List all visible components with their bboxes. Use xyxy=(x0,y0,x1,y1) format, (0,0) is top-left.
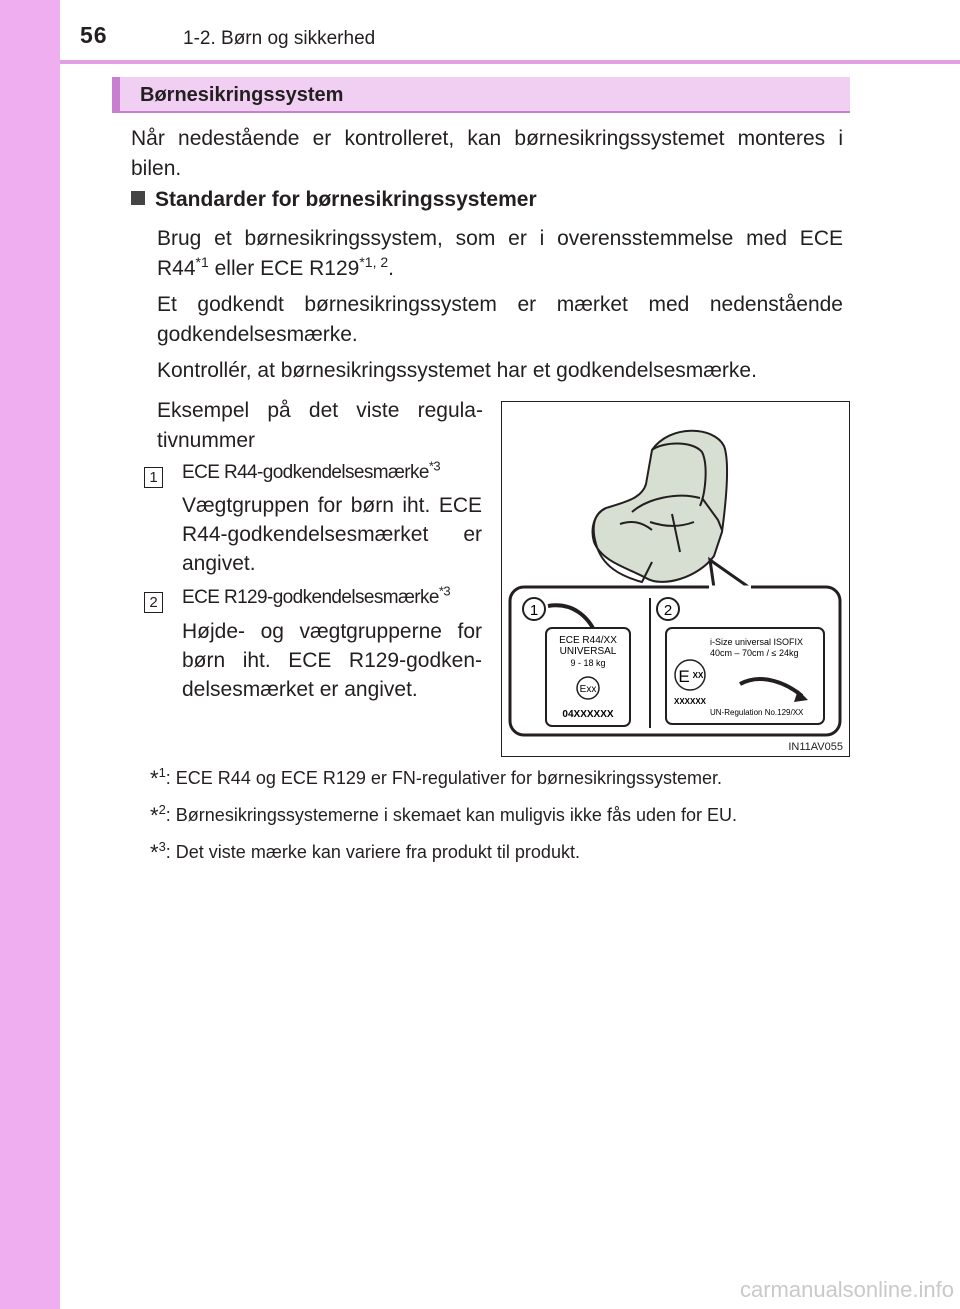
footnote xyxy=(150,840,580,866)
r44-mark: Exx xyxy=(579,684,597,695)
header-rule xyxy=(60,60,960,64)
item-description: Vægtgruppen for børn iht. ECE R44-godkendelsesmærket er angivet. xyxy=(182,494,482,575)
standards-paragraph xyxy=(157,224,843,284)
child-seat-illustration xyxy=(501,401,850,757)
intro-paragraph: Når nedestående er kontrolleret, kan børnesikringssystemet monteres i bilen. xyxy=(131,127,843,180)
footnote-text: : ECE R44 og ECE R129 er FN-regulativer for børnesikringssystemer. xyxy=(165,768,722,788)
standards-text-b: eller ECE R129 xyxy=(208,257,360,280)
asterisk: * xyxy=(150,803,159,828)
standards-text-c: . xyxy=(388,257,394,280)
subsection-heading xyxy=(131,188,537,212)
item-number-badge: 1 xyxy=(144,467,163,488)
asterisk: * xyxy=(150,840,159,865)
footnote-ref-1: *1 xyxy=(195,254,209,270)
callout-2-number: 2 xyxy=(663,602,673,619)
child-seat-figure-svg xyxy=(502,402,849,756)
page-margin-band xyxy=(0,0,60,1309)
asterisk: * xyxy=(150,766,159,791)
footnote-ref-3: *3 xyxy=(428,458,440,474)
child-seat-icon xyxy=(593,431,728,582)
figure-code: IN11AV055 xyxy=(788,741,843,753)
footnote xyxy=(150,766,722,792)
r129-regulation: UN-Regulation No.129/XX xyxy=(710,708,804,717)
r44-line1: ECE R44/XX xyxy=(559,635,617,646)
example-paragraph: Eksempel på det viste regulativnummer xyxy=(157,399,483,452)
r129-mark-xx: XX xyxy=(692,671,704,680)
standards-text-a: Brug et børnesikringssystem, som er i overensstemmelse med ECE R44 xyxy=(157,227,843,280)
footnote-ref-1-2: *1, 2 xyxy=(359,254,389,270)
r44-number: 04XXXXXX xyxy=(562,709,614,720)
watermark: carmanualsonline.info xyxy=(739,1277,954,1302)
callout-1-number: 1 xyxy=(529,602,539,619)
page-number: 56 xyxy=(80,22,108,48)
footnote-number: 2 xyxy=(158,802,166,817)
r129-line1: i-Size universal ISOFIX xyxy=(710,637,804,647)
item-description: Højde- og vægtgrupperne for børn iht. ECE R129-godkendelsesmærket er angivet. xyxy=(182,620,482,701)
item-title-text: ECE R44-godkendelsesmærke xyxy=(182,462,429,483)
footnote-text: : Det viste mærke kan variere fra produkt til produkt. xyxy=(165,842,580,862)
r129-mark-e: E xyxy=(678,667,690,686)
r44-line2: UNIVERSAL xyxy=(559,646,617,657)
approval-paragraph: Et godkendt børnesikringssystem er mærket med nedenstående godkendelsesmærke. xyxy=(157,293,843,346)
footnote-ref-3: *3 xyxy=(438,583,450,599)
square-bullet-icon xyxy=(131,191,145,205)
footnote-number: 1 xyxy=(158,765,166,780)
item-title-text: ECE R129-godkendelsesmærke xyxy=(182,587,439,608)
r129-number: XXXXXX xyxy=(674,697,707,706)
subsection-title: Standarder for børnesikringssystemer xyxy=(155,188,537,211)
item-number-badge: 2 xyxy=(144,592,163,613)
check-paragraph: Kontrollér, at børnesikringssystemet har et godkendelsesmærke. xyxy=(157,359,757,382)
item-title xyxy=(182,583,450,609)
chapter-title: 1-2. Børn og sikkerhed xyxy=(183,28,376,49)
section-title: Børnesikringssystem xyxy=(140,84,344,106)
r129-line2: 40cm – 70cm / ≤ 24kg xyxy=(710,648,799,658)
callout-pointer xyxy=(710,560,750,588)
footnote-text: : Børnesikringssystemerne i skemaet kan muligvis ikke fås uden for EU. xyxy=(165,805,738,825)
r44-line3: 9 - 18 kg xyxy=(570,658,606,668)
section-heading-bar xyxy=(112,77,850,113)
item-title xyxy=(182,458,440,484)
footnote xyxy=(150,803,737,829)
footnote-number: 3 xyxy=(158,839,166,854)
